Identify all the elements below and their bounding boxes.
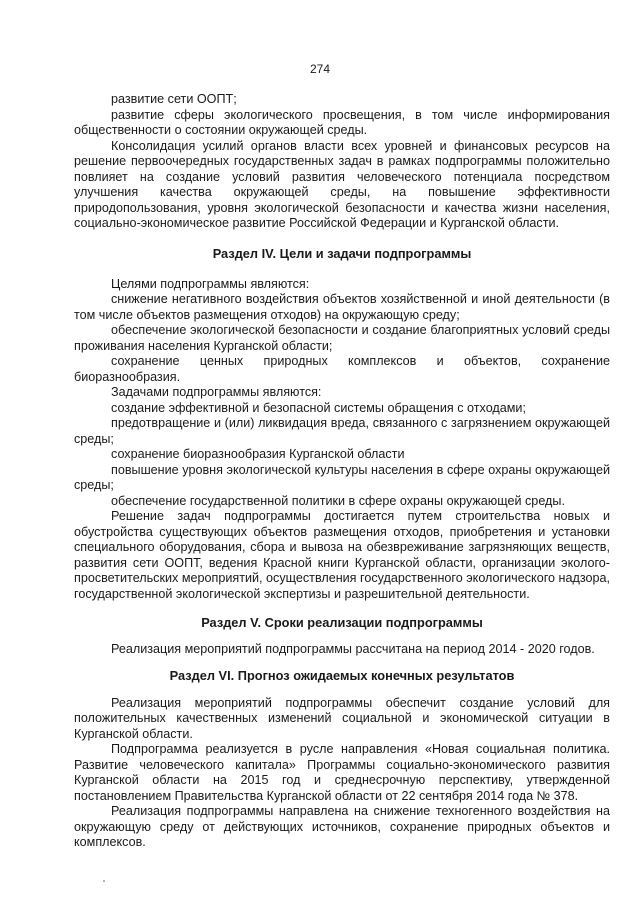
section-4-paragraph: повышение уровня экологической культуры населения в сфере охраны окружающей среды; xyxy=(74,462,610,492)
intro-paragraph: Консолидация усилий органов власти всех уровней и финансовых ресурсов на решение первоочередных государственных задач в рамках подпрограммы положительно повлияет на создание условий развития человеческого потенциала посредством улучшения качества окружающей среды, на повышение эффективности природопользования, уровня экологической безопасности и качества жизни населения, социально-экономическое развитие Российской Федерации и Курганской области. xyxy=(74,138,610,230)
section-4-paragraph: снижение негативного воздействия объектов хозяйственной и иной деятельности (в том числе объектов размещения отходов) на окружающую среду; xyxy=(74,292,610,322)
section-4-paragraph: сохранение биоразнообразия Курганской области xyxy=(111,447,405,461)
section-4-paragraph: обеспечение экологической безопасности и создание благоприятных условий среды проживания населения Курганской области; xyxy=(74,323,610,353)
section-4-paragraph: предотвращение и (или) ликвидация вреда, связанного с загрязнением окружающей среды; xyxy=(74,416,610,446)
section-6-paragraph: Подпрограмма реализуется в русле направления «Новая социальная политика. Развитие человеческого капитала» Программы социально-экономического развития Курганской области на 2015 год и среднесрочную перспективу, утвержденной постановлением Правительства Курганской области от 22 сентября 2014 года № 378. xyxy=(74,742,610,803)
page-content xyxy=(74,92,610,851)
section-6-paragraph: Реализация мероприятий подпрограммы обеспечит создание условий для положительных качественных изменений социальной и экономической ситуации в Курганской области. xyxy=(74,695,610,741)
intro-paragraph: развитие сети ООПТ; xyxy=(111,92,237,106)
section-4-paragraph: обеспечение государственной политики в сфере охраны окружающей среды. xyxy=(111,493,565,508)
section-6-heading: Раздел VI. Прогноз ожидаемых конечных результатов xyxy=(169,667,515,683)
section-6-paragraph: Реализация подпрограммы направлена на снижение техногенного воздействия на окружающую среду от действующих источников, сохранение природных объектов и комплексов. xyxy=(74,804,610,849)
section-5-paragraph: Реализация мероприятий подпрограммы рассчитана на период 2014 - 2020 годов. xyxy=(111,642,595,656)
scan-speck xyxy=(103,880,105,882)
section-4-paragraph: Решение задач подпрограммы достигается путем строительства новых и обустройства существующих объектов размещения отходов, приобретения и установки специального оборудования, сбора и вывоза на обезвреживание загрязняющих веществ, развития сети ООПТ, ведения Красной книги Курганской области, организации эколого-просветительских мероприятий, осуществления государственного экологического надзора, государственной экологической экспертизы и разрешительной деятельности. xyxy=(74,509,610,601)
intro-paragraph: развитие сферы экологического просвещения, в том числе информирования общественности о состоянии окружающей среды. xyxy=(74,107,610,137)
section-4-paragraph: Задачами подпрограммы являются: xyxy=(111,385,322,399)
section-5-heading: Раздел V. Сроки реализации подпрограммы xyxy=(201,615,483,630)
section-4-paragraph: сохранение ценных природных комплексов и объектов, сохранение биоразнообразия. xyxy=(74,354,610,384)
section-4-paragraph: создание эффективной и безопасной системы обращения с отходами; xyxy=(111,400,526,415)
section-4-paragraph: Целями подпрограммы являются: xyxy=(111,276,310,291)
page-number: 274 xyxy=(309,62,331,76)
section-4-heading: Раздел IV. Цели и задачи подпрограммы xyxy=(212,245,472,261)
